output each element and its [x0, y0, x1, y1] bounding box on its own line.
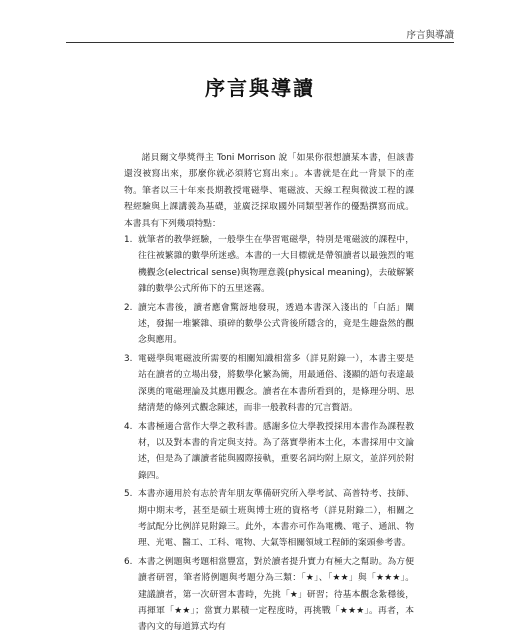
- list-item-number: 6.: [124, 556, 133, 567]
- list-item-text: 本書極適合當作大學之教科書。感謝多位大學教授採用本書作為課程教材，以及對本書的肯定與支持。為了落實學術本土化，本書採用中文論述，但是為了讓讀者能與國際接軌，重要名詞均附上原文，並詳列於附錄四。: [138, 421, 414, 481]
- list-item-text: 本書之例題與考題相當豐富，對於讀者提升實力有極大之幫助。為方便讀者研習，筆者將例題與考題分為三類：「★」、「★★」與「★★★」。建議讀者，第一次研習本書時，先挑「★」研習；待基本觀念紮穩後，再揮軍「★★」；當實力累積一定程度時，再挑戰「★★★」。再者，本書內文的每道算式均有: [138, 556, 414, 633]
- intro-paragraph: 諾貝爾文學獎得主 Toni Morrison 說「如果你很想讀某本書，但該書還沒被寫出來，那麼你就必須將它寫出來」。本書就是在此一背景下的產物。筆者以三十年來長期教授電磁學、電磁波、天線工程與微波工程的課程經驗與上課講義為基礎，並廣泛採取國外同類型著作的優點撰寫而成。本書具有下列幾項特點：: [124, 153, 414, 229]
- page-title: 序言與導讀: [205, 76, 315, 100]
- feature-list: [124, 232, 414, 636]
- list-item-text: 電磁學與電磁波所需要的相關知識相當多（詳見附錄一），本書主要是站在讀者的立場出發，將數學化繁為簡，用最通俗、淺顯的語句表達最深奧的電磁理論及其應用觀念。讀者在本書所看到的，是條理分明、思緒清楚的條列式觀念陳述，而非一般教科書的冗言贅語。: [138, 353, 414, 414]
- list-item: [124, 486, 414, 552]
- list-item-text: 就筆者的教學經驗，一般學生在學習電磁學，特別是電磁波的課程中，往往被繁雜的數學所迷惑。本書的一大目標就是帶領讀者以最強烈的電機觀念(electrical sense)與物理意義(physical meaning)，去破解繁雜的數學公式所佈下的五里迷霧。: [138, 235, 414, 295]
- body-text: [124, 150, 414, 636]
- list-item-number: 1.: [124, 235, 133, 246]
- list-item: [124, 351, 414, 417]
- list-item-number: 5.: [124, 489, 133, 500]
- list-item-number: 4.: [124, 421, 133, 432]
- running-head: 序言與導讀: [406, 30, 454, 41]
- list-item-number: 2.: [124, 302, 133, 313]
- list-item: [124, 419, 414, 485]
- list-item-number: 3.: [124, 353, 133, 364]
- list-item-text: 讀完本書後，讀者應會驚訝地發現，透過本書深入淺出的「白話」闡述，發掘一堆繁雜、瑣碎的數學公式背後所隱含的，竟是生趣盎然的觀念與應用。: [138, 302, 414, 346]
- list-item: [124, 300, 414, 349]
- list-item: [124, 232, 414, 298]
- list-item-text: 本書亦適用於有志於青年朋友準備研究所入學考試、高普特考、技師、期中期末考，甚至是碩士班與博士班的資格考（詳見附錄二），相關之考試配分比例詳見附錄三。此外，本書亦可作為電機、電子、通訊、物理、光電、醫工、工科、電物、大氣等相關領域工程師的案頭參考書。: [138, 489, 414, 549]
- list-item: [124, 554, 414, 636]
- page-header: [0, 0, 520, 62]
- header-rule: [66, 42, 454, 43]
